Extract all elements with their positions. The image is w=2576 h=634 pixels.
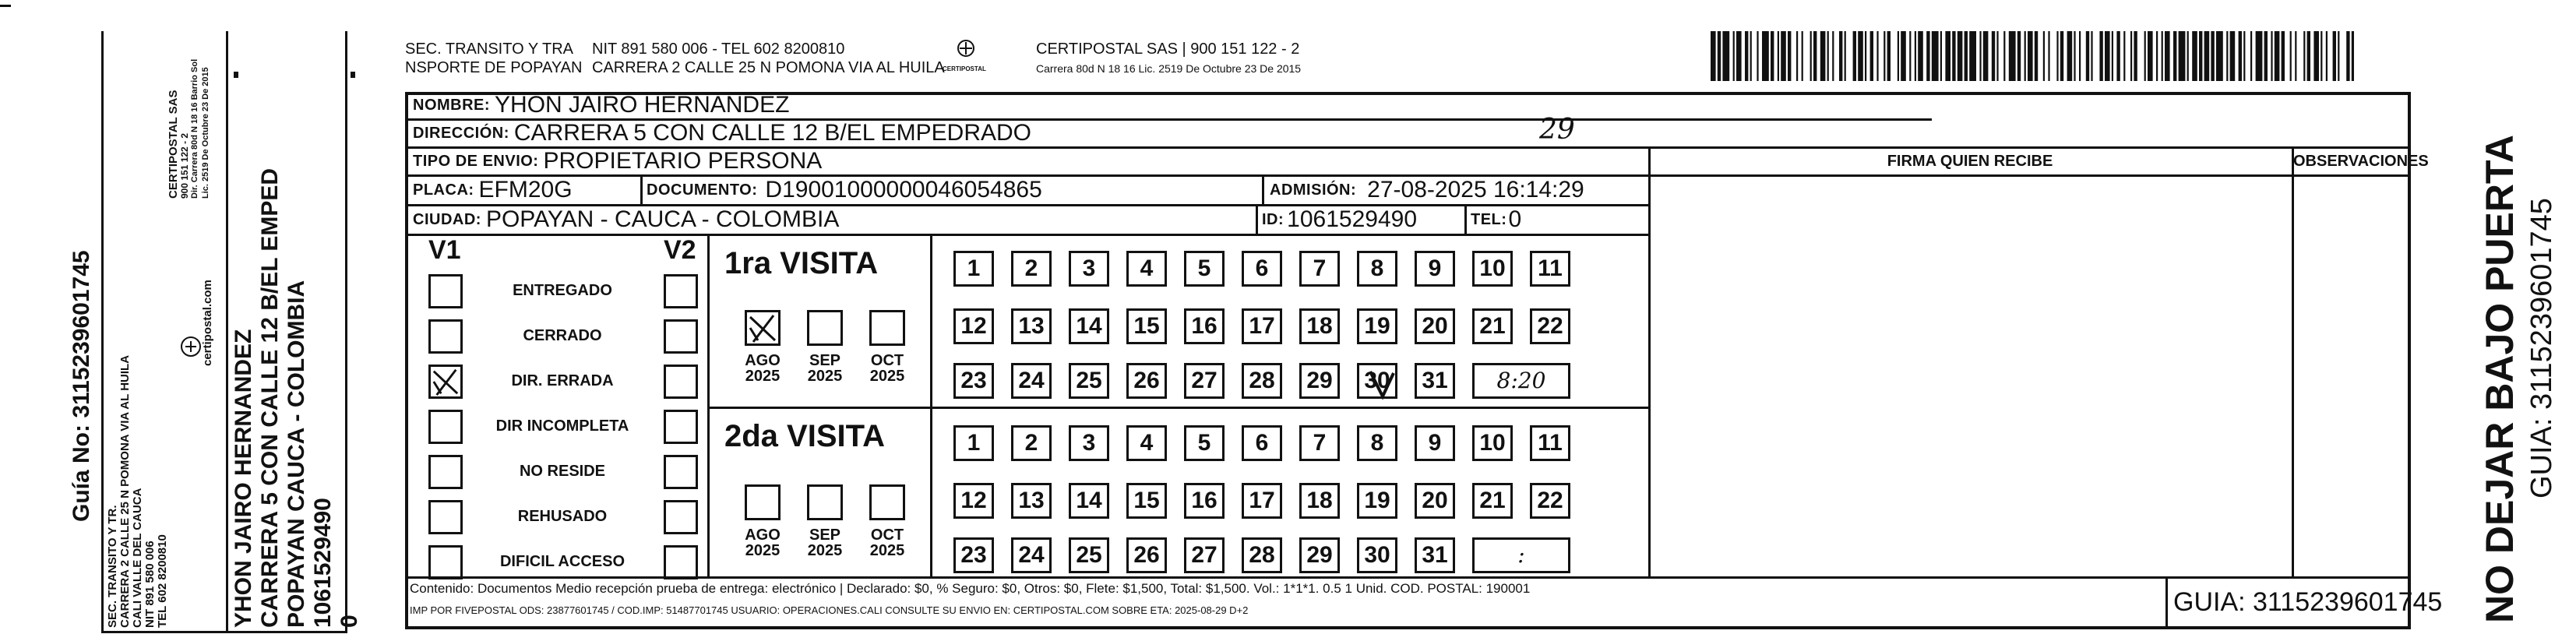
footer-imp: IMP POR FIVEPOSTAL ODS: 23877601745 / COD.IMP: 51487701745 USUARIO: OPERACIONES.CALI CONSULTE SU ENVIO EN: CERTIPOSTAL.COM SOBRE ETA: 2025-08-29 D+2 xyxy=(410,604,1249,616)
day-box[interactable]: 29 xyxy=(1299,537,1340,573)
id-value: 1061529490 xyxy=(1287,206,1418,232)
day-box[interactable]: 3 xyxy=(1069,425,1109,461)
month-checkbox[interactable] xyxy=(869,310,905,346)
stub-recipient-tel: 0 xyxy=(337,615,362,628)
tipo-value: PROPIETARIO PERSONA xyxy=(543,148,823,174)
month-checkbox[interactable] xyxy=(807,310,843,346)
day-box[interactable]: 26 xyxy=(1126,363,1167,399)
stub-recipient-city: POPAYAN CAUCA - COLOMBIA xyxy=(284,280,309,628)
reason-label: ENTREGADO xyxy=(513,282,612,299)
col-sig-divider xyxy=(1648,146,1651,576)
day-box[interactable]: 2 xyxy=(1011,425,1052,461)
day-box[interactable]: 4 xyxy=(1126,251,1167,287)
day-box[interactable]: 13 xyxy=(1011,483,1052,519)
month-checkbox[interactable] xyxy=(807,484,843,520)
v2-checkbox[interactable] xyxy=(664,500,698,534)
day-box[interactable]: 24 xyxy=(1011,363,1052,399)
v1-checkbox[interactable] xyxy=(428,500,463,534)
day-box[interactable]: 19 xyxy=(1357,308,1397,344)
day-box[interactable]: 27 xyxy=(1184,537,1225,573)
col-tel-div xyxy=(1464,204,1467,234)
documento-row xyxy=(647,176,1042,204)
day-box[interactable]: 2 xyxy=(1011,251,1052,287)
stub xyxy=(0,0,366,634)
ciudad-row xyxy=(413,206,839,234)
header-nit: NIT 891 580 006 - TEL 602 8200810 xyxy=(592,41,845,58)
day-box[interactable]: 17 xyxy=(1242,308,1282,344)
placa-row xyxy=(413,176,573,204)
day-box[interactable]: 5 xyxy=(1184,251,1225,287)
v1-checkbox[interactable] xyxy=(428,274,463,308)
year-label: 2025 xyxy=(745,368,781,385)
stub-recipient-id: 1061529490 xyxy=(310,498,336,628)
tipo-row xyxy=(413,148,822,174)
day-box[interactable]: 8 xyxy=(1357,425,1397,461)
reason-label: DIR. ERRADA xyxy=(511,372,614,389)
col-admision-div xyxy=(1262,174,1264,204)
stub-recipient-address: CARRERA 5 CON CALLE 12 B/EL EMPED xyxy=(257,167,283,628)
year-label: 2025 xyxy=(745,542,781,559)
nombre-value: YHON JAIRO HERNANDEZ xyxy=(495,92,790,118)
v2-checkbox[interactable] xyxy=(664,365,698,399)
col-id-div xyxy=(1256,204,1258,234)
v1-checkbox[interactable] xyxy=(428,319,463,354)
header-logo-text: CERTIPOSTAL xyxy=(943,65,986,72)
admision-value: 27-08-2025 16:14:29 xyxy=(1367,177,1584,203)
day-box[interactable]: 7 xyxy=(1299,251,1340,287)
day-box[interactable]: 19 xyxy=(1357,483,1397,519)
first-visit-title: 1ra VISITA xyxy=(724,246,879,280)
stub-guia-number: Guía No: 3115239601745 xyxy=(69,250,94,522)
v2-checkbox[interactable] xyxy=(664,410,698,444)
year-label: 2025 xyxy=(869,542,905,559)
day-box[interactable]: 11 xyxy=(1530,251,1570,287)
col-reasons-div xyxy=(707,234,710,576)
tel-row xyxy=(1471,206,1521,234)
day-box[interactable]: 30 xyxy=(1357,537,1397,573)
day-box[interactable]: 31 xyxy=(1415,537,1455,573)
stub-tick xyxy=(0,5,11,7)
time-box[interactable]: : xyxy=(1472,537,1570,573)
day-box[interactable]: 6 xyxy=(1242,425,1282,461)
day-box[interactable]: 25 xyxy=(1069,537,1109,573)
day-box[interactable]: 10 xyxy=(1472,425,1513,461)
reason-label: DIR INCOMPLETA xyxy=(495,417,629,435)
admision-row xyxy=(1270,176,1584,204)
direccion-label: DIRECCIÓN: xyxy=(413,124,509,142)
side-guia: GUIA: 3115239601745 xyxy=(2525,198,2558,498)
v2-checkbox[interactable] xyxy=(664,455,698,489)
footer-guia: GUIA: 3115239601745 xyxy=(2173,587,2443,617)
day-box[interactable]: 27 xyxy=(1184,363,1225,399)
day-box[interactable]: 16 xyxy=(1184,483,1225,519)
visit-divider xyxy=(707,407,1650,409)
reason-label: CERRADO xyxy=(523,327,602,344)
day-box[interactable]: 29 xyxy=(1299,363,1340,399)
ciudad-value: POPAYAN - CAUCA - COLOMBIA xyxy=(485,206,840,232)
id-label: ID: xyxy=(1262,210,1284,228)
year-label: 2025 xyxy=(869,368,905,385)
day-box[interactable]: 18 xyxy=(1299,308,1340,344)
month-label: AGO xyxy=(745,352,781,369)
day-box[interactable]: 23 xyxy=(953,363,994,399)
day-box[interactable]: 11 xyxy=(1530,425,1570,461)
header-company: CERTIPOSTAL SAS | 900 151 122 - 2 xyxy=(1036,41,1300,58)
day-box[interactable]: 6 xyxy=(1242,251,1282,287)
documento-label: DOCUMENTO: xyxy=(647,181,758,199)
footer-guia-div xyxy=(2165,576,2168,629)
stub-certipostal-1: CERTIPOSTAL SAS xyxy=(167,90,180,199)
header-company-address: Carrera 80d N 18 16 Lic. 2519 De Octubre 23 De 2015 xyxy=(1036,62,1302,75)
nombre-label: NOMBRE: xyxy=(413,96,491,114)
day-box[interactable]: 16 xyxy=(1184,308,1225,344)
reason-label: NO RESIDE xyxy=(519,463,606,480)
month-label: AGO xyxy=(745,527,781,544)
reason-label: DIFICIL ACCESO xyxy=(499,553,625,570)
header-sender-1: SEC. TRANSITO Y TRA xyxy=(405,41,573,58)
tel-value: 0 xyxy=(1508,206,1522,232)
day-box[interactable]: 12 xyxy=(953,483,994,519)
stub-sender-3: CALI VALLE DEL CAUCA xyxy=(131,488,144,628)
no-dejar-bajo-puerta: NO DEJAR BAJO PUERTA xyxy=(2478,135,2521,623)
month-checkbox[interactable] xyxy=(745,310,781,346)
id-row xyxy=(1262,206,1417,234)
day-mark xyxy=(1359,365,1395,396)
day-box[interactable]: 21 xyxy=(1472,483,1513,519)
day-box[interactable]: 22 xyxy=(1530,308,1570,344)
day-box[interactable]: 20 xyxy=(1415,308,1455,344)
stub-sender-4: NIT 891 580 006 xyxy=(143,541,157,628)
day-box[interactable]: 18 xyxy=(1299,483,1340,519)
day-box[interactable]: 28 xyxy=(1242,363,1282,399)
day-box[interactable]: 20 xyxy=(1415,483,1455,519)
stub-certipostal-web: certipostal.com xyxy=(201,280,214,366)
documento-value: D19001000000046054865 xyxy=(765,177,1042,203)
stub-logo-icon xyxy=(179,335,203,358)
v2-label: V2 xyxy=(664,235,696,265)
col-placa-div xyxy=(640,174,643,204)
stub-certipostal-4: Lic. 2519 De Octubre 23 De 2015 xyxy=(201,67,210,199)
v1-checkbox[interactable] xyxy=(428,410,463,444)
month-label: OCT xyxy=(870,527,904,544)
day-box[interactable]: 13 xyxy=(1011,308,1052,344)
day-box[interactable]: 9 xyxy=(1415,425,1455,461)
tel-label: TEL: xyxy=(1471,210,1507,228)
v1-checkbox[interactable] xyxy=(428,455,463,489)
col-days-div xyxy=(930,234,932,576)
day-box[interactable]: 22 xyxy=(1530,483,1570,519)
placa-label: PLACA: xyxy=(413,181,474,199)
reason-label: REHUSADO xyxy=(517,508,608,525)
month-checkbox[interactable] xyxy=(869,484,905,520)
header-address: CARRERA 2 CALLE 25 N POMONA VIA AL HUILA xyxy=(592,59,945,76)
v2-checkbox[interactable] xyxy=(664,319,698,354)
stub-sender-2: CARRERA 2 CALLE 25 N POMONA VIA AL HUILA xyxy=(118,354,132,628)
day-box[interactable]: 23 xyxy=(953,537,994,573)
month-label: OCT xyxy=(870,352,904,369)
stub-divider xyxy=(226,31,228,631)
header xyxy=(405,0,2415,93)
firma-label: FIRMA QUIEN RECIBE xyxy=(1887,153,2053,170)
stub-pen-mark xyxy=(234,72,238,78)
tipo-label: TIPO DE ENVIO: xyxy=(413,152,539,170)
day-box[interactable]: 14 xyxy=(1069,483,1109,519)
day-box[interactable]: 1 xyxy=(953,251,994,287)
stub-recipient-name: YHON JAIRO HERNANDEZ xyxy=(231,329,256,628)
day-box[interactable]: 3 xyxy=(1069,251,1109,287)
day-box[interactable]: 5 xyxy=(1184,425,1225,461)
v2-checkbox[interactable] xyxy=(664,274,698,308)
day-box[interactable]: 30 xyxy=(1357,363,1397,399)
day-box[interactable]: 4 xyxy=(1126,425,1167,461)
direccion-value: CARRERA 5 CON CALLE 12 B/EL EMPEDRADO xyxy=(513,120,1031,146)
day-box[interactable]: 12 xyxy=(953,308,994,344)
stub-certipostal-2: 900 151 122 - 2 xyxy=(179,132,190,199)
direccion-row xyxy=(413,120,1031,146)
month-label: SEP xyxy=(809,527,841,544)
day-box[interactable]: 21 xyxy=(1472,308,1513,344)
v1-checkbox[interactable] xyxy=(428,545,463,579)
day-box[interactable]: 31 xyxy=(1415,363,1455,399)
day-box[interactable]: 26 xyxy=(1126,537,1167,573)
barcode xyxy=(1711,31,2354,81)
day-box[interactable]: 8 xyxy=(1357,251,1397,287)
header-logo-icon xyxy=(950,39,981,62)
day-box[interactable]: 25 xyxy=(1069,363,1109,399)
day-box[interactable]: 14 xyxy=(1069,308,1109,344)
row-line-5 xyxy=(405,234,1650,236)
day-box[interactable]: 9 xyxy=(1415,251,1455,287)
handwritten-number: 29 xyxy=(1539,114,1575,146)
placa-value: EFM20G xyxy=(478,177,573,203)
day-box[interactable]: 10 xyxy=(1472,251,1513,287)
v1-label: V1 xyxy=(428,235,461,265)
day-box[interactable]: 28 xyxy=(1242,537,1282,573)
stub-sender-1: SEC. TRANSITO Y TR. xyxy=(106,505,119,628)
day-box[interactable]: 15 xyxy=(1126,483,1167,519)
month-checkbox[interactable] xyxy=(745,484,781,520)
day-box[interactable]: 15 xyxy=(1126,308,1167,344)
col-obs-divider xyxy=(2292,146,2294,576)
stub-certipostal-3: Dir. Carrera 80d N 18 16 Barrio Sol xyxy=(190,58,199,199)
stub-pen-mark-2 xyxy=(351,72,355,78)
day-box[interactable]: 7 xyxy=(1299,425,1340,461)
v1-checkbox[interactable] xyxy=(428,365,463,399)
month-label: SEP xyxy=(809,352,841,369)
header-sender-2: NSPORTE DE POPAYAN xyxy=(405,59,583,76)
second-visit-title: 2da VISITA xyxy=(724,419,885,453)
year-label: 2025 xyxy=(807,542,843,559)
footer-contenido: Contenido: Documentos Medio recepción prueba de entrega: electrónico | Declarado: $0, % Seguro: $0, Otros: $0, Flete: $1,500, Total: $1,500. Vol.: 1*1*1. 0.5 1 Unid. COD. POSTAL: 190001 xyxy=(410,581,1531,596)
nombre-row xyxy=(413,92,789,118)
stub-sender-5: TEL 602 8200810 xyxy=(156,534,169,628)
v2-checkbox[interactable] xyxy=(664,545,698,579)
ciudad-label: CIUDAD: xyxy=(413,210,481,228)
row-line-bottom xyxy=(405,576,2411,579)
observaciones-label: OBSERVACIONES xyxy=(2293,153,2429,170)
day-box[interactable]: 17 xyxy=(1242,483,1282,519)
time-box[interactable]: 8:20 xyxy=(1472,363,1570,399)
day-box[interactable]: 24 xyxy=(1011,537,1052,573)
year-label: 2025 xyxy=(807,368,843,385)
day-box[interactable]: 1 xyxy=(953,425,994,461)
admision-label: ADMISIÓN: xyxy=(1270,181,1357,199)
